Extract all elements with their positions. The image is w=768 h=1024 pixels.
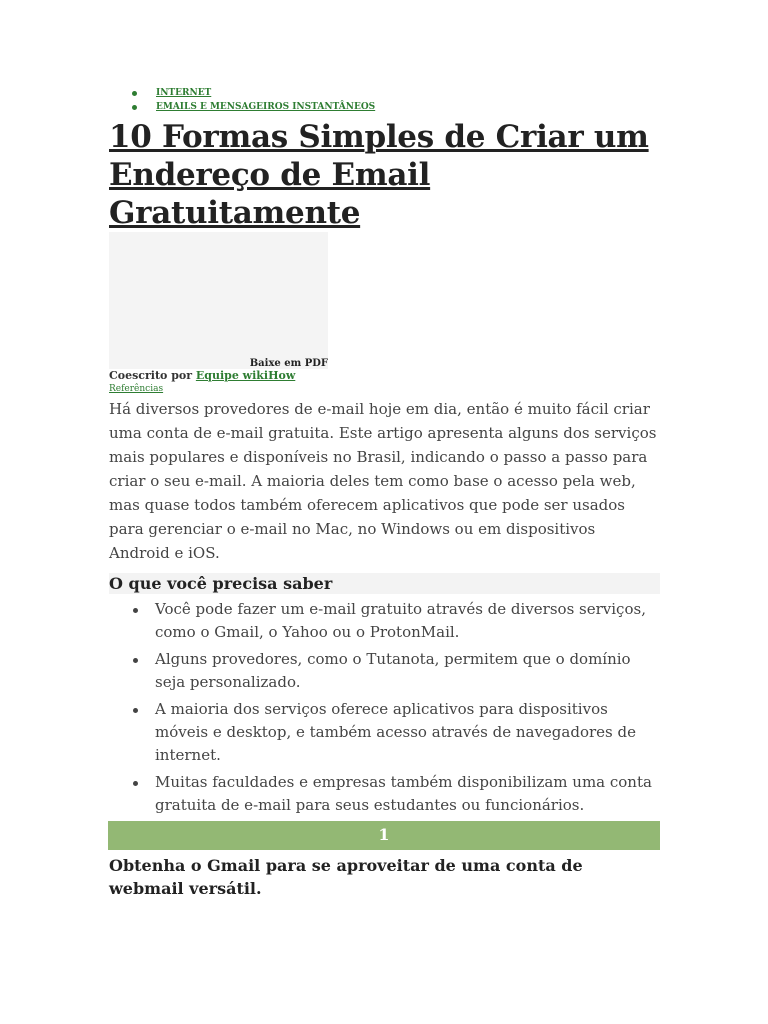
author-link[interactable]: Equipe wikiHow bbox=[195, 369, 296, 382]
bullet-icon bbox=[133, 608, 138, 613]
references-link[interactable]: Referências bbox=[109, 384, 164, 394]
bullet-icon bbox=[132, 91, 137, 96]
summary-list bbox=[109, 598, 660, 817]
list-item-text: Muitas faculdades e empresas também disponibilizam uma conta gratuita de e-mail para seus estudantes ou funcionários. bbox=[155, 773, 652, 814]
breadcrumb-item-internet bbox=[109, 86, 660, 100]
article-image-placeholder bbox=[109, 232, 328, 369]
step-title: Obtenha o Gmail para se aproveitar de uma conta de webmail versátil. bbox=[109, 856, 583, 898]
list-item bbox=[109, 698, 660, 767]
bullet-icon bbox=[133, 708, 138, 713]
list-item bbox=[109, 648, 660, 694]
intro-paragraph: Há diversos provedores de e-mail hoje em dia, então é muito fácil criar uma conta de e-mail gratuita. Este artigo apresenta alguns dos serviços mais populares e disponíveis no Brasil, indicando o passo a passo para criar o seu e-mail. A maioria deles tem como base o acesso pela web, mas quase todos também oferecem aplicativos que pode ser usados para gerenciar o e-mail no Mac, no Windows ou em dispositivos Android e iOS. bbox=[109, 400, 657, 562]
breadcrumb-item-emails bbox=[109, 100, 660, 114]
bullet-icon bbox=[132, 105, 137, 110]
list-item-text: Alguns provedores, como o Tutanota, permitem que o domínio seja personalizado. bbox=[155, 650, 631, 691]
breadcrumb-link-emails[interactable]: EMAILS E MENSAGEIROS INSTANTÂNEOS bbox=[156, 102, 376, 112]
list-item-text: Você pode fazer um e-mail gratuito através de diversos serviços, como o Gmail, o Yahoo ou o ProtonMail. bbox=[155, 600, 646, 641]
byline-prefix: Coescrito por bbox=[109, 369, 193, 382]
page-title[interactable]: 10 Formas Simples de Criar um Endereço de Email Gratuitamente bbox=[109, 119, 649, 231]
article bbox=[109, 86, 660, 900]
byline bbox=[109, 369, 660, 383]
step-number-bar: 1 bbox=[108, 821, 660, 850]
bullet-icon bbox=[133, 781, 138, 786]
summary-heading: O que você precisa saber bbox=[109, 573, 660, 594]
list-item bbox=[109, 771, 660, 817]
list-item-text: A maioria dos serviços oferece aplicativos para dispositivos móveis e desktop, e também acesso através de navegadores de internet. bbox=[155, 700, 636, 764]
bullet-icon bbox=[133, 658, 138, 663]
breadcrumb bbox=[109, 86, 660, 114]
download-pdf-link[interactable]: Baixe em PDF bbox=[249, 358, 328, 369]
references bbox=[109, 383, 660, 395]
list-item bbox=[109, 598, 660, 644]
breadcrumb-link-internet[interactable]: INTERNET bbox=[156, 88, 212, 98]
